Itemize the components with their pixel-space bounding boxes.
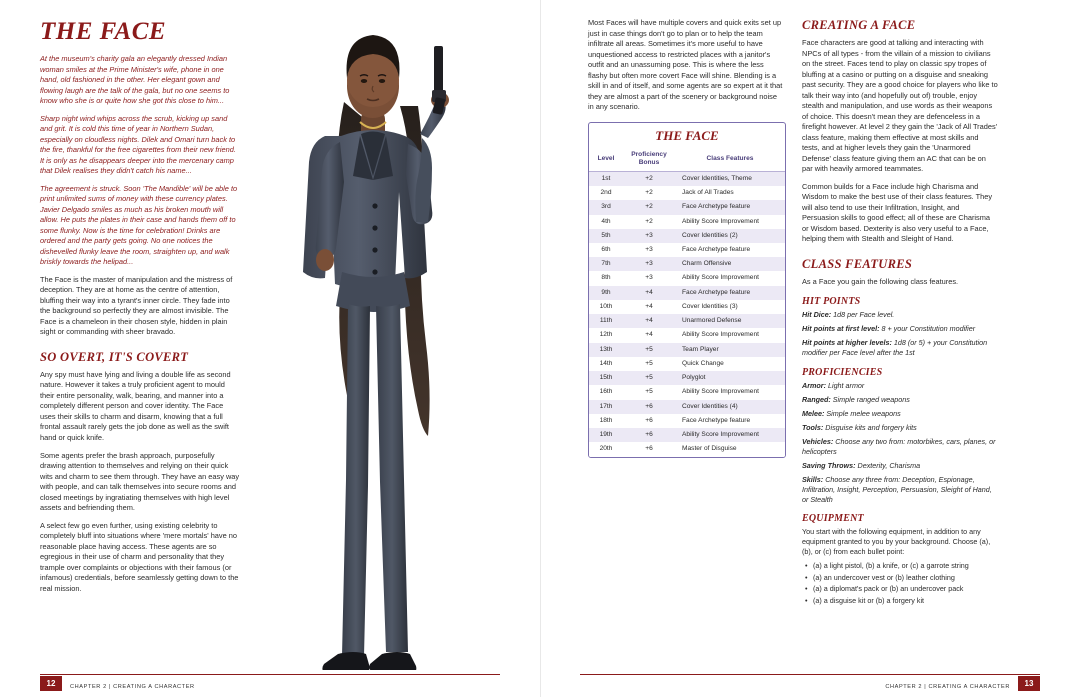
saving-throws-label: Saving Throws: [802,460,856,470]
class-table-title: THE FACE [655,128,719,143]
cell-level: 5th [589,229,623,243]
cell-proficiency-bonus: +4 [623,300,675,314]
cell-proficiency-bonus: +4 [623,314,675,328]
heading-equipment: EQUIPMENT [802,513,864,525]
cell-proficiency-bonus: +3 [623,243,675,257]
cell-proficiency-bonus: +3 [623,229,675,243]
cell-class-features: Unarmored Defense [675,314,785,328]
equipment-list [802,561,998,606]
ranged-label: Ranged: [802,395,831,404]
cell-proficiency-bonus: +6 [623,442,675,456]
cell-proficiency-bonus: +6 [623,428,675,442]
right-footer-rule [580,674,1040,675]
cell-proficiency-bonus: +5 [623,357,675,371]
hit-dice-line [802,310,998,320]
table-row [589,215,785,229]
cell-proficiency-bonus: +3 [623,257,675,271]
armor-value: Light armor [827,381,865,391]
cell-level: 8th [589,271,623,285]
fiction-paragraph-1: At the museum's charity gala an elegantly dressed Indian woman smiles at the Prime Minister's wife, phone in one hand, old fashioned in the other. Her elegant gown and flowing laugh are the talk of the gala, but no one seems to know who she is or quite how she got this close to him... [40,54,230,106]
list-item: • (a) an undercover vest or (b) leather clothing [813,573,998,583]
skills-label: Skills: [802,474,824,484]
table-row [589,186,785,200]
intro-paragraph: The Face is the master of manipulation and the mistress of deception. They are at home as the centre of attention, bluffing their way into a tyrant's inner circle. They fade into the background so perfectly they are almost invisible. The Face is a chameleon in their chosen style, hidden in plain sight or commanding with sheer bravado. [40,274,233,337]
hp-first-level-label: Hit points at first level: [802,324,880,334]
cell-class-features: Cover Identities, Theme [675,171,785,186]
melee-label: Melee: [802,408,825,418]
cell-class-features: Face Archetype feature [675,243,785,257]
hp-higher-levels-label: Hit points at higher levels: [802,338,892,348]
overt-paragraph-2: Some agents prefer the brash approach, purposefully drawing attention to themselves and relying on their quick wits and charm to see them through. They have an easy way with people, and can talk themselves into secure rooms and closed meetings by ingratiating themselves with high level assets and befriending them. [40,450,240,513]
cell-level: 13th [589,343,623,357]
table-row [589,243,785,257]
fiction-paragraph-3: The agreement is struck. Soon 'The Mandible' will be able to print unlimited sums of money with these currency plates. Javier Delgado smiles as much as his broken mouth will allow. He puts the plates in their case and hands them off to some flunky. Now is the time for celebration! Drinks are ordered and the party gets going. No one notices the dishevelled flunky leave the room, straighten up, and walk briskly towards the helipad... [40,183,238,267]
cell-class-features: Polyglot [675,371,785,385]
vehicles-value: Choose any two from: motorbikes, cars, planes, or helicopters [802,436,996,456]
cell-level: 17th [589,400,623,414]
cell-proficiency-bonus: +5 [623,343,675,357]
cell-proficiency-bonus: +6 [623,414,675,428]
cell-class-features: Ability Score Improvement [675,385,785,399]
class-progression-table [589,148,785,457]
list-item: • (a) a disguise kit or (b) a forgery kit [813,596,998,606]
hp-higher-levels-value: 1d8 (or 5) + your Constitution modifier per Face level after the 1st [802,338,988,358]
table-row [589,286,785,300]
list-item: • (a) a light pistol, (b) a knife, or (c) a garrote string [813,561,998,571]
cell-proficiency-bonus: +2 [623,171,675,186]
class-table-card [588,122,786,458]
table-row [589,171,785,186]
hp-higher-levels-line [802,338,998,358]
cell-level: 9th [589,286,623,300]
creating-paragraph-2: Common builds for a Face include high Charisma and Wisdom to make the best use of their class features. They will also tend to use their Infiltration, Insight, and Persuasion skills to good effect; all of these are Charisma or Wisdom based. Dexterity is also very useful to a Face, helping them with Stealth and Sleight of Hand. [802,181,993,244]
right-page [540,0,1080,697]
cell-class-features: Ability Score Improvement [675,428,785,442]
hit-dice-value: 1d8 per Face level. [833,310,895,320]
right-page-number: 13 [1018,676,1040,691]
column-header-proficiency-bonus: Proficiency Bonus [623,148,675,171]
cell-class-features: Ability Score Improvement [675,328,785,342]
hp-first-level-value: 8 + your Constitution modifier [881,324,976,334]
cell-class-features: Master of Disguise [675,442,785,456]
right-column-two [802,18,998,607]
cell-level: 7th [589,257,623,271]
heading-class-features: CLASS FEATURES [802,256,913,271]
cell-level: 20th [589,442,623,456]
heading-hit-points: HIT POINTS [802,296,861,308]
cell-proficiency-bonus: +3 [623,271,675,285]
cell-class-features: Cover Identities (2) [675,229,785,243]
cell-proficiency-bonus: +2 [623,186,675,200]
right-footer-text: CHAPTER 2 | CREATING A CHARACTER [885,684,1010,690]
cell-class-features: Quick Change [675,357,785,371]
proficiency-tools [802,423,998,433]
cell-level: 12th [589,328,623,342]
vehicles-label: Vehicles: [802,436,834,446]
tools-value: Disguise kits and forgery kits [825,422,917,432]
cell-proficiency-bonus: +2 [623,215,675,229]
cell-level: 1st [589,171,623,186]
left-footer-rule [40,674,500,675]
table-row [589,400,785,414]
cell-proficiency-bonus: +5 [623,371,675,385]
cell-proficiency-bonus: +2 [623,200,675,214]
table-row [589,414,785,428]
faces-covers-paragraph: Most Faces will have multiple covers and quick exits set up just in case things don't go to plan or to help the team infiltrate all areas. Sometimes it's more useful to have unquestioned access to restricted places with a janitor's outfit and an unassuming pose. This is where the less flashy but often more covert Face will shine. Blending is a skill in and of itself, and some agents are so expert at it that they are almost a part of the scenery or background noise in any scenario. [588,18,783,112]
ranged-value: Simple ranged weapons [832,395,910,404]
proficiency-skills [802,475,998,505]
left-page-number: 12 [40,676,62,691]
cell-proficiency-bonus: +5 [623,385,675,399]
column-header-class-features: Class Features [675,148,785,171]
cell-class-features: Cover Identities (3) [675,300,785,314]
cell-class-features: Cover Identities (4) [675,400,785,414]
class-features-intro: As a Face you gain the following class features. [802,276,959,286]
cell-class-features: Face Archetype feature [675,286,785,300]
table-row [589,343,785,357]
table-row [589,314,785,328]
cell-level: 16th [589,385,623,399]
proficiency-melee [802,409,998,419]
cell-level: 19th [589,428,623,442]
table-row [589,300,785,314]
table-row [589,442,785,456]
tools-label: Tools: [802,422,824,432]
fiction-paragraph-2: Sharp night wind whips across the scrub, kicking up sand and grit. It is cold this time of year in Northern Sudan, especially on cloudless nights. Dilek and Omari turn back to the fire, thankful for the free cigarettes from their new friend. It is only as he disappears deeper into the mercenary camp that Dilek realises they didn't catch his name... [40,113,236,176]
cell-proficiency-bonus: +4 [623,286,675,300]
hp-first-level-line [802,324,998,334]
table-row [589,200,785,214]
cell-level: 2nd [589,186,623,200]
cell-class-features: Ability Score Improvement [675,271,785,285]
cell-class-features: Ability Score Improvement [675,215,785,229]
table-row [589,371,785,385]
table-row [589,257,785,271]
cell-level: 10th [589,300,623,314]
list-item: • (a) a diplomat's pack or (b) an undercover pack [813,584,998,594]
cell-class-features: Team Player [675,343,785,357]
cell-level: 11th [589,314,623,328]
proficiency-armor [802,381,998,391]
left-text-column [40,18,240,601]
cell-class-features: Jack of All Trades [675,186,785,200]
cell-level: 6th [589,243,623,257]
proficiency-saving-throws [802,461,998,471]
creating-paragraph-1: Face characters are good at talking and interacting with NPCs of all types - from the villain of a mission to civilians on the street. Faces tend to play on classic spy tropes of bluffing at a casino or putting on a disguise and sneaking past security. They are a good choice for players who like to talk their way into (and hopefully out of) trouble, enjoy stealth and manipulation, and use words as their weapons of choice. This doesn't mean they are defenceless in a firefight however. At level 2 they gain the 'Jack of All Trades' class feature, making them effective at most skills and tests, and at higher levels they gain the 'Unarmored Defense' class feature giving them an AC that can be on par with heavily armored teammates. [802,38,998,174]
table-row [589,385,785,399]
table-row [589,357,785,371]
equipment-intro: You start with the following equipment, in addition to any equipment granted to you by your background. Choose (a), (b), or (c) from each bullet point: [802,527,991,557]
cell-proficiency-bonus: +6 [623,400,675,414]
cell-level: 14th [589,357,623,371]
proficiency-ranged [802,395,998,405]
table-header-row [589,148,785,171]
cell-class-features: Face Archetype feature [675,414,785,428]
cell-level: 18th [589,414,623,428]
table-row [589,328,785,342]
table-row [589,271,785,285]
heading-proficiencies: PROFICIENCIES [802,367,883,379]
cell-level: 3rd [589,200,623,214]
page-title: THE FACE [40,18,167,45]
saving-throws-value: Dexterity, Charisma [857,460,921,470]
melee-value: Simple melee weapons [826,408,901,418]
proficiency-vehicles [802,437,998,457]
table-row [589,428,785,442]
cell-class-features: Face Archetype feature [675,200,785,214]
heading-creating-a-face: CREATING A FACE [802,18,916,32]
left-footer-text: CHAPTER 2 | CREATING A CHARACTER [70,684,195,690]
overt-paragraph-3: A select few go even further, using existing celebrity to completely bluff into situations where 'mere mortals' have no reasonable place having access. These agents are so egregious in their use of charm and personality that they trample over complaints or objections with their famous (or infamous) credentials, before seamlessly getting down to the real mission. [40,520,239,593]
column-header-level: Level [589,148,623,171]
armor-label: Armor: [802,381,826,391]
cell-class-features: Charm Offensive [675,257,785,271]
face-character-illustration [248,10,498,670]
overt-paragraph-1: Any spy must have lying and living a double life as second nature. However it takes a truly proficient agent to mould their entire personality, walk, bearing, and manner into a completely different person and cover identity. The Face uses their skills to charm and disarm, knowing that a full frontal assault rarely gets the job done as well as the swift hand or quick knife. [40,369,231,442]
table-row [589,229,785,243]
right-column-one [588,18,784,120]
hit-dice-label: Hit Dice: [802,310,832,320]
section-heading-so-overt: SO OVERT, IT'S COVERT [40,349,189,364]
cell-level: 4th [589,215,623,229]
skills-value: Choose any three from: Deception, Espionage, Infiltration, Insight, Perception, Persuasion, Sleight of Hand, or Stealth [802,474,992,504]
cell-level: 15th [589,371,623,385]
cell-proficiency-bonus: +4 [623,328,675,342]
